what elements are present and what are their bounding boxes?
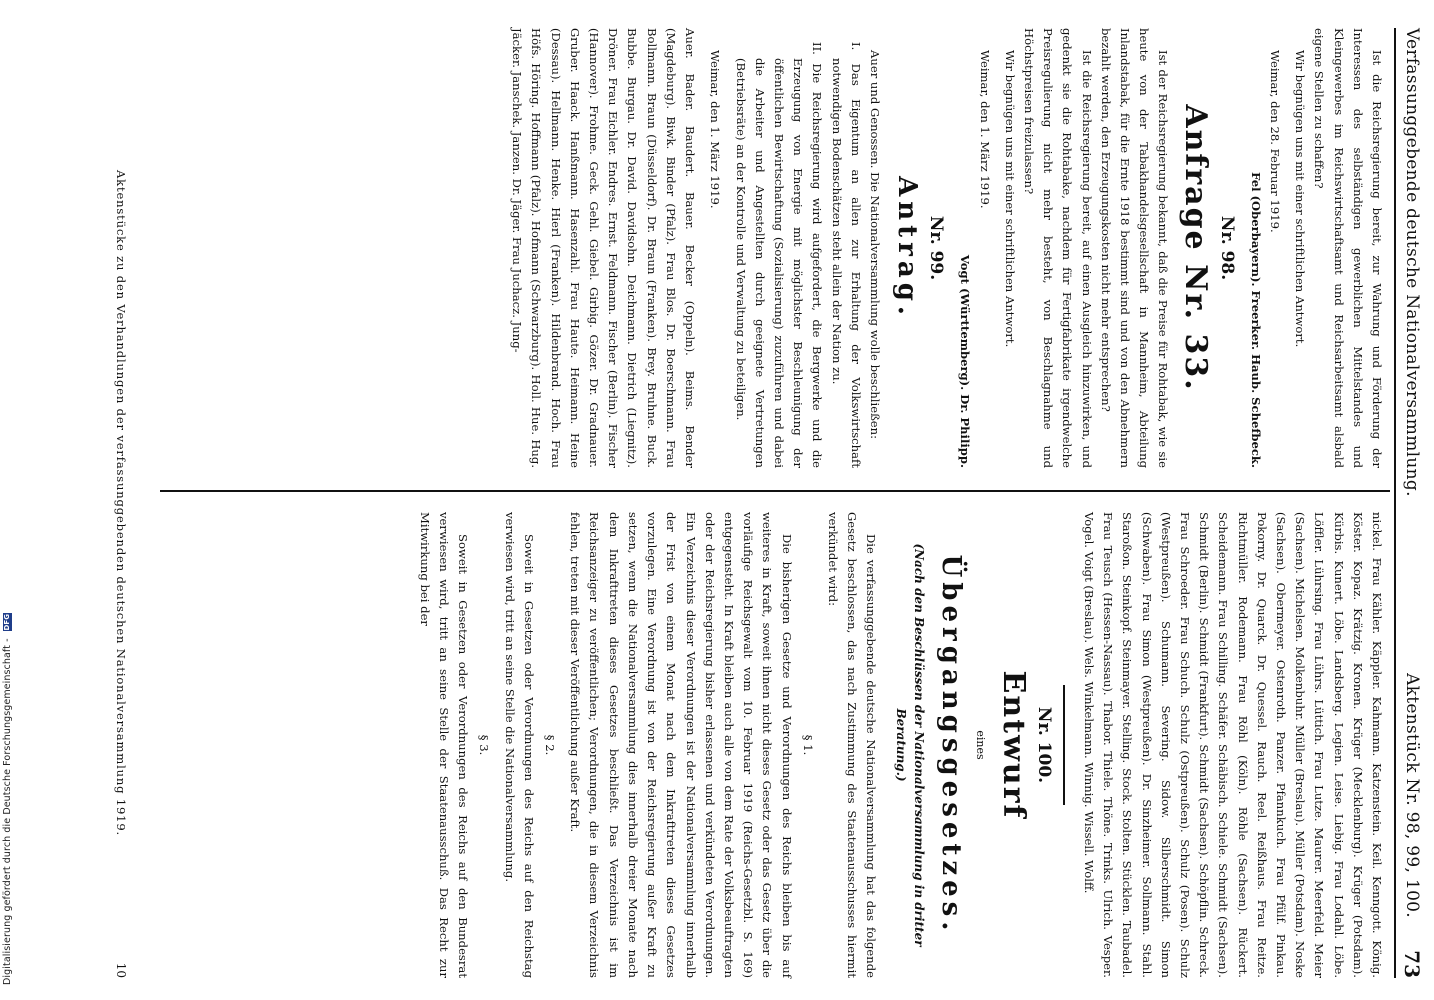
nr100-title: Nr. 100. xyxy=(1033,706,1054,784)
intro-signers: Fel (Oberbayern). Freerker. Haub. Schefbeck. xyxy=(1248,172,1263,468)
nr99-date: Weimar, den 1. März 1919. xyxy=(708,50,723,209)
right-column xyxy=(415,512,1386,978)
section-rule xyxy=(1063,685,1065,805)
nr100-law-title: Übergangsgesetzes. xyxy=(936,554,967,936)
nr100-subtitle: (Nach den Beschlüssen der Nationalversammlung in dritter Beratung.) xyxy=(894,543,927,947)
footer-credit: Digitalisierung gefördert durch die Deutsche Forschungsgemeinschaft - xyxy=(2,638,13,985)
sheet-number: 10 xyxy=(114,962,128,978)
column-divider xyxy=(160,490,1390,492)
rotated-page xyxy=(60,0,1434,1000)
intro-paragraph: Ist die Reichsregierung bereit, zur Wahrung und Förderung der Interessen des selbständigen gewerblichen Mittelstandes und Kleingewerbes im Reichswirtschaftsamt und Reichsarbeitsamt alsbald eigene Stellen zu schaffen? xyxy=(1312,28,1384,468)
paragraph-2-text: Soweit in Gesetzen oder Verordnungen des Reichs auf den Reichstag verwiesen wird, tritt an seine Stelle die Nationalversammlung. xyxy=(502,512,536,978)
header-document-ref: Aktenstück Nr. 98, 99, 100. xyxy=(1402,673,1422,918)
dfg-logo: DFG xyxy=(3,613,11,631)
intro-request: Wir begnügen uns mit einer schriftlichen Antwort. xyxy=(1293,50,1308,348)
page-footnote: Aktenstücke zu den Verhandlungen der verfassunggebenden deutschen Nationalversammlung 1919. xyxy=(114,169,128,837)
nr98-request: Wir begnügen uns mit einer schriftlichen Antwort. xyxy=(1002,50,1017,348)
page-header xyxy=(1394,28,1426,978)
footer-text-line xyxy=(2,0,13,985)
nr98-paragraph-1: Ist der Reichsregierung bekannt, daß die Preise für Rohtabak, wie sie heute von der Tabakhandelsgesellschaft in Mannheim, Abteilung Inlandstabak, für die Ernte 1918 bestimmt sind und von den Abnehmern bezahlt werden, den Erzeugungskosten nicht mehr entsprechen? xyxy=(1098,28,1171,468)
paragraph-1-text: Die bisherigen Gesetze und Verordnungen des Reichs bleiben bis auf weiteres in Kraft, soweit ihnen nicht dieses Gesetz oder das Gesetz über die vorläufige Reichsgewalt vom 10. Februar 1919 (Reichs-Gesetzbl. S. 169) entgegensteht. In Kraft bleiben auch alle von dem Rate der Volksbeauftragten oder der Reichsregierung bisher erlassenen und verkündeten Verordnungen. Ein Verzeichnis dieser Verordnungen ist der Nationalversammlung innerhalb der Frist von einem Monat nach dem Inkrafttreten dieses Gesetzes vorzulegen. Eine Verordnung ist von der Reichsregierung außer Kraft zu setzen, wenn die Nationalversammlung dies innerhalb dreier Monate nach dem Inkrafttreten dieses Gesetzes beschließt. Das Verzeichnis ist im Reichsanzeiger zu veröffentlichen; Verordnungen, die in diesem Verzeichnis fehlen, treten mit dieser Veröffentlichung außer Kraft. xyxy=(568,512,794,978)
nr98-paragraph-2: Ist die Reichsregierung bereit, auf einen Ausgleich hinzuwirken, und gedenkt sie die Rohtabake, nachdem für Fertigfabrikate irgendwelche Preisregulierung nicht mehr besteht, von Beschlagnahme und Höchstpreisen freizulassen? xyxy=(1021,28,1094,468)
header-title: Verfassunggebende deutsche Nationalversammlung. xyxy=(1402,28,1422,497)
nr99-item-1: I. Das Eigentum an allen zur Erhaltung der Volkswirtschaft notwendigen Bodenschätzen steht allein der Nation zu. xyxy=(829,42,863,468)
page-number: 73 xyxy=(1400,950,1424,978)
nr100-heading: Entwurf xyxy=(995,670,1031,820)
nr98-date: Weimar, den 1. März 1919. xyxy=(977,50,992,209)
nr98-signers: Vogt (Württemberg). Dr. Philipp. xyxy=(958,254,973,468)
paragraph-2-sign: § 2. xyxy=(543,734,558,756)
nr99-signers: Auer. Bader. Baudert. Bauer. Becker (Oppeln). Beims. Bender (Magdeburg). Biwk. Binder (Pfalz). Frau Blos. Dr. Boerschmann. Frau Bollmann. Braun (Düsseldorf). Dr. Braun (Franken). Brey. Bruhne. Buck. Bubbe. Burgau. Dr. David. Davidsohn. Deichmann. Dietrich (Liegnitz). Dröner. Frau Eichler. Endres. Ernst. Feldmann. Fischer (Berlin). Fischer (Hannover). Frohme. Geck. Gehl. Giebel. Girbig. Gözer. Dr. Gradnauer. Gruber. Haack. Hanßmann. Hasenzahl. Frau Haute. Heimann. Heine (Dessau). Hellmann. Henke. Hierl (Franken). Hildenbrand. Hoch. Frau Höfs. Höring. Hoffmann (Pfalz). Hofmann (Schwarzburg). Holl. Hue. Hug. Jäcker. Janschek. Janzen. Dr. Jäger. Frau Juchacz. Jung- xyxy=(510,28,698,468)
paragraph-3-sign: § 3. xyxy=(477,734,492,756)
signers-continued: nickel. Frau Kähler. Käppler. Kahmann. Katzenstein. Keil. Kenngott. König. Köster. Kopaz. Krätzig. Kronen. Krüger (Mecklenburg). Krüger (Potsdam). Kürbis. Kunert. Löbe. Landsberg. Legien. Leise. Liebig. Frau Lodahl. Löbe. Löffler. Lührsing. Frau Lührs. Lüttich. Frau Lutze. Maurer. Meerfeld. Meier (Sachsen). Michelsen. Molkenbuhr. Müller (Breslau). Müller (Potsdam). Noske (Sachsen). Obermeyer. Ostenroth. Panzer. Pfannkuch. Frau Pfülf. Pinkau. Pokorny. Dr. Quarck. Dr. Quessel. Rauch. Reel. Reißhaus. Frau Reitze. Richtmüller. Rodemann. Frau Röhl (Köln). Röhle (Sachsen). Rückert. Scheidemann. Frau Schilling. Schäfer. Schäbisch. Schiele. Schmidt (Sachsen). Schmidt (Berlin). Schmidt (Frankfurt). Schmidt (Sachsen). Schöpflin. Schreck. Frau Schroeder. Frau Schuch. Schulz (Ostpreußen). Schulz (Posen). Schulz (Westpreußen). Schumann. Severing. Sidow. Silberschmidt. Simon (Schwaben). Frau Simon (Westpreußen). Dr. Sinzheimer. Sollmann. Stahl. Staroßon. Steinkopf. Steinmayer. Stelling. Stock. Stolten. Stücklen. Taubadel. Frau Teusch (Hessen-Nassau). Thabor. Thiele. Thöne. Trinks. Ulrich. Vesper. Vogel. Voigt (Breslau). Wels. Winkelmann. Winnig. Wissell. Wolff. xyxy=(1081,512,1384,978)
nr100-intro: Die verfassunggebende deutsche Nationalversammlung hat das folgende Gesetz beschlossen, das nach Zustimmung des Staatenausschusses hiermit verkündet wird: xyxy=(825,512,879,978)
nr100-eines: eines xyxy=(973,730,987,760)
nr98-title: Nr. 98. xyxy=(1216,215,1237,281)
left-column xyxy=(507,28,1386,468)
paragraph-1-sign: § 1. xyxy=(800,734,815,756)
scanned-page xyxy=(60,0,1434,1000)
digitization-footer xyxy=(0,0,14,1000)
intro-date: Weimar, den 28. Februar 1919. xyxy=(1267,50,1282,233)
page-content xyxy=(60,0,1434,1000)
nr99-intro: Auer und Genossen. Die Nationalversammlung wolle beschließen: xyxy=(867,50,882,440)
nr99-item-2: II. Die Reichsregierung wird aufgefordert, die Bergwerke und die Erzeugung von Energie mit möglichster Beschleunigung der öffentlichen Bewirtschaftung (Sozialisierung) zuzuführen und dabei die Arbeiter und Angestellten durch geeignete Vertretungen (Betriebsräte) an der Kontrolle und Verwaltung zu beteiligen. xyxy=(733,42,825,468)
nr99-heading: Antrag. xyxy=(891,176,922,320)
paragraph-3-text: Soweit in Gesetzen oder Verordnungen des Reichs auf den Bundesrat verwiesen wird, tritt an seine Stelle der Staatenausschuß. Das Recht zur Mitwirkung bei der xyxy=(417,512,471,978)
nr99-title: Nr. 99. xyxy=(926,215,947,281)
nr98-heading: Anfrage Nr. 33. xyxy=(1178,104,1214,392)
